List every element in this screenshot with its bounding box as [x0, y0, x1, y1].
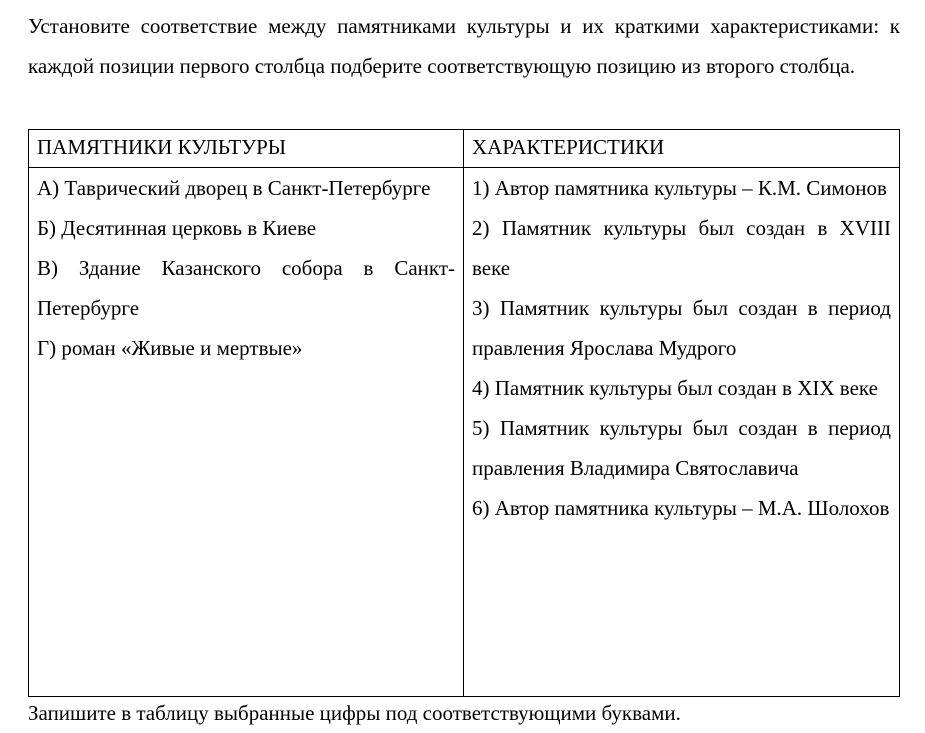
characteristic-6: 6) Автор памятника культуры – М.А. Шолохов [472, 496, 890, 520]
header-monuments: ПАМЯТНИКИ КУЛЬТУРЫ [29, 130, 464, 168]
characteristic-3: 3) Памятник культуры был создан в период правления Ярослава Мудрого [472, 296, 891, 360]
monument-b: Б) Десятинная церковь в Киеве [37, 216, 317, 240]
header-characteristics: ХАРАКТЕРИСТИКИ [464, 130, 900, 168]
answer-instruction: Запишите в таблицу выбранные цифры под соответствующими буквами. [28, 701, 681, 725]
monument-g: Г) роман «Живые и мертвые» [37, 336, 303, 360]
matching-table [28, 129, 900, 697]
monument-v: В) Здание Казанского собора в Санкт-Петербурге [37, 256, 455, 320]
task-instruction: Установите соответствие между памятниками культуры и их краткими характеристиками: к каждой позиции первого столбца подберите соответствующую позицию из второго столбца. [28, 14, 900, 78]
characteristic-1: 1) Автор памятника культуры – К.М. Симонов [472, 176, 887, 200]
table-header-row [29, 130, 900, 168]
characteristic-4: 4) Памятник культуры был создан в XIX веке [472, 376, 878, 400]
characteristic-5: 5) Памятник культуры был создан в период правления Владимира Святославича [472, 416, 891, 480]
table-body-row [29, 168, 900, 697]
characteristic-2: 2) Памятник культуры был создан в XVIII веке [472, 216, 891, 280]
characteristics-column [464, 168, 900, 697]
monuments-column [29, 168, 464, 697]
monument-a: А) Таврический дворец в Санкт-Петербурге [37, 176, 431, 200]
